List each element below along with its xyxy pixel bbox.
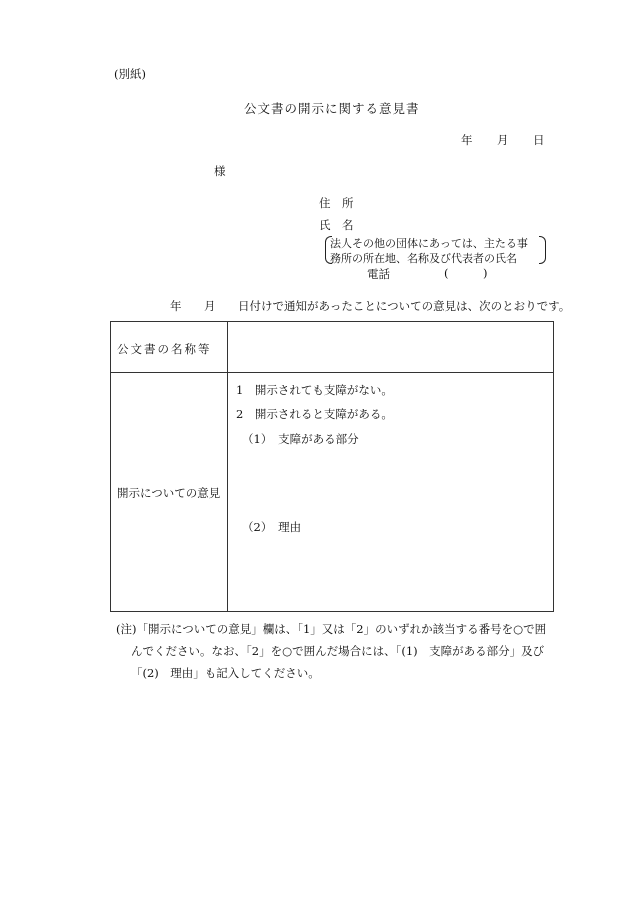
sub-item-1-impeded-part: （1） 支障がある部分 (242, 432, 359, 446)
addressee-suffix: 様 (214, 164, 226, 178)
opinion-form-table (110, 321, 554, 612)
address-label: 住 所 (319, 196, 354, 210)
option-2-impediment[interactable]: 2 開示されると支障がある。 (236, 407, 393, 421)
attachment-label: (別紙) (114, 67, 146, 81)
phone-open-paren: ( (444, 266, 449, 280)
date-day-label: 日 (533, 133, 545, 147)
option-1-no-impediment[interactable]: 1 開示されても支障がない。 (236, 383, 393, 397)
date-month-label: 月 (497, 133, 509, 147)
opinion-row (111, 373, 554, 612)
note-line-1: (注)「開示についての意見」欄は、「1」又は「2」のいずれか該当する番号を○で囲 (116, 622, 547, 636)
opinion-label: 開示についての意見 (117, 486, 221, 500)
opinion-field[interactable] (228, 373, 554, 612)
sub-item-2-reason: （2） 理由 (242, 520, 302, 534)
name-label: 氏 名 (319, 218, 354, 232)
note-line-3: 「(2) 理由」も記入してください。 (131, 666, 320, 680)
corporate-note-line1: 法人その他の団体にあっては、主たる事 (330, 237, 528, 250)
intro-text: 日付けで通知があったことについての意見は、次のとおりです。 (238, 299, 571, 313)
intro-month-label: 月 (204, 299, 216, 313)
document-name-label: 公文書の名称等 (117, 342, 212, 356)
document-title: 公文書の開示に関する意見書 (244, 101, 420, 116)
corporate-note-line2: 務所の所在地、名称及び代表者の氏名 (330, 252, 517, 265)
date-year-label: 年 (461, 133, 473, 147)
note-close-bracket (539, 236, 546, 264)
note-line-2: んでください。なお、「2」を○で囲んだ場合には、「(1) 支障がある部分」及び (131, 644, 545, 658)
document-name-field[interactable] (228, 322, 554, 373)
opinion-label-cell (111, 373, 228, 612)
document-name-label-cell (111, 322, 228, 373)
document-name-row (111, 322, 554, 373)
phone-label: 電話 (367, 267, 390, 281)
phone-close-paren: ) (483, 266, 488, 280)
intro-year-label: 年 (170, 299, 182, 313)
